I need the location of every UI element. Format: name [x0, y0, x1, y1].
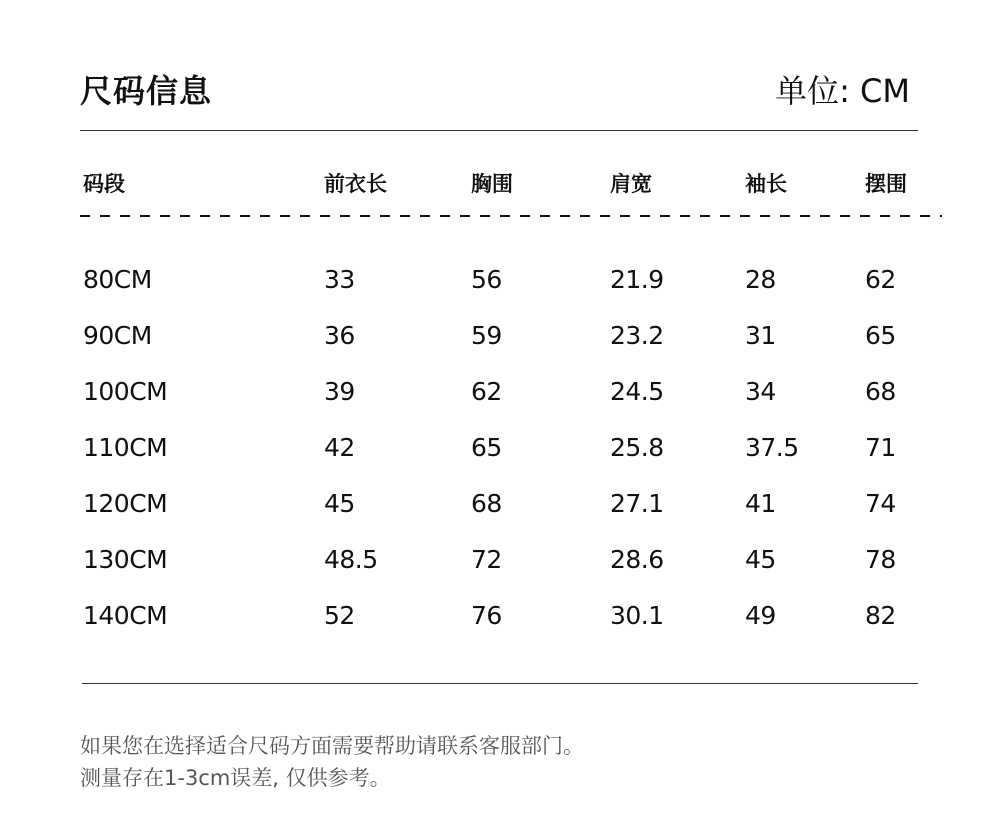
- shoulder-cell: 28.6: [610, 545, 664, 574]
- header-front-length: 前衣长: [324, 172, 387, 196]
- chest-cell: 72: [471, 545, 502, 574]
- chest-cell: 65: [471, 433, 502, 462]
- front-length-cell: 48.5: [324, 545, 378, 574]
- chest-cell: 62: [471, 377, 502, 406]
- table-header: [0, 168, 1000, 198]
- size-cell: 100CM: [83, 377, 168, 406]
- size-cell: 130CM: [83, 545, 168, 574]
- table-row: [0, 545, 1000, 585]
- size-cell: 90CM: [83, 321, 152, 350]
- front-length-cell: 33: [324, 265, 355, 294]
- front-length-cell: 52: [324, 601, 355, 630]
- header-chest: 胸围: [471, 172, 513, 196]
- table-row: [0, 489, 1000, 529]
- header-size-range: 码段: [83, 172, 125, 196]
- sleeve-cell: 41: [745, 489, 776, 518]
- table-row: [0, 433, 1000, 473]
- shoulder-cell: 25.8: [610, 433, 664, 462]
- sleeve-cell: 49: [745, 601, 776, 630]
- chest-cell: 68: [471, 489, 502, 518]
- chest-cell: 76: [471, 601, 502, 630]
- header-hem: 摆围: [865, 172, 907, 196]
- header-shoulder: 肩宽: [610, 172, 652, 196]
- sleeve-cell: 31: [745, 321, 776, 350]
- sleeve-cell: 28: [745, 265, 776, 294]
- unit-label: 单位: CM: [775, 72, 910, 110]
- sleeve-cell: 45: [745, 545, 776, 574]
- chest-cell: 59: [471, 321, 502, 350]
- sleeve-cell: 34: [745, 377, 776, 406]
- shoulder-cell: 23.2: [610, 321, 664, 350]
- chest-cell: 56: [471, 265, 502, 294]
- front-length-cell: 42: [324, 433, 355, 462]
- shoulder-cell: 30.1: [610, 601, 664, 630]
- hem-cell: 65: [865, 321, 896, 350]
- shoulder-cell: 27.1: [610, 489, 664, 518]
- page-title: 尺码信息: [80, 72, 213, 110]
- dashed-divider: [80, 215, 942, 217]
- hem-cell: 62: [865, 265, 896, 294]
- bottom-divider: [82, 683, 918, 684]
- hem-cell: 71: [865, 433, 896, 462]
- measurement-note: 测量存在1-3cm误差, 仅供参考。: [80, 766, 391, 790]
- shoulder-cell: 21.9: [610, 265, 664, 294]
- size-cell: 80CM: [83, 265, 152, 294]
- front-length-cell: 36: [324, 321, 355, 350]
- hem-cell: 68: [865, 377, 896, 406]
- table-row: [0, 265, 1000, 305]
- front-length-cell: 39: [324, 377, 355, 406]
- table-row: [0, 377, 1000, 417]
- front-length-cell: 45: [324, 489, 355, 518]
- hem-cell: 74: [865, 489, 896, 518]
- sleeve-cell: 37.5: [745, 433, 799, 462]
- top-divider: [80, 130, 918, 131]
- hem-cell: 82: [865, 601, 896, 630]
- table-row: [0, 321, 1000, 361]
- table-row: [0, 601, 1000, 641]
- size-cell: 110CM: [83, 433, 168, 462]
- size-cell: 140CM: [83, 601, 168, 630]
- help-note: 如果您在选择适合尺码方面需要帮助请联系客服部门。: [80, 734, 584, 758]
- size-cell: 120CM: [83, 489, 168, 518]
- shoulder-cell: 24.5: [610, 377, 664, 406]
- hem-cell: 78: [865, 545, 896, 574]
- header-sleeve: 袖长: [745, 172, 787, 196]
